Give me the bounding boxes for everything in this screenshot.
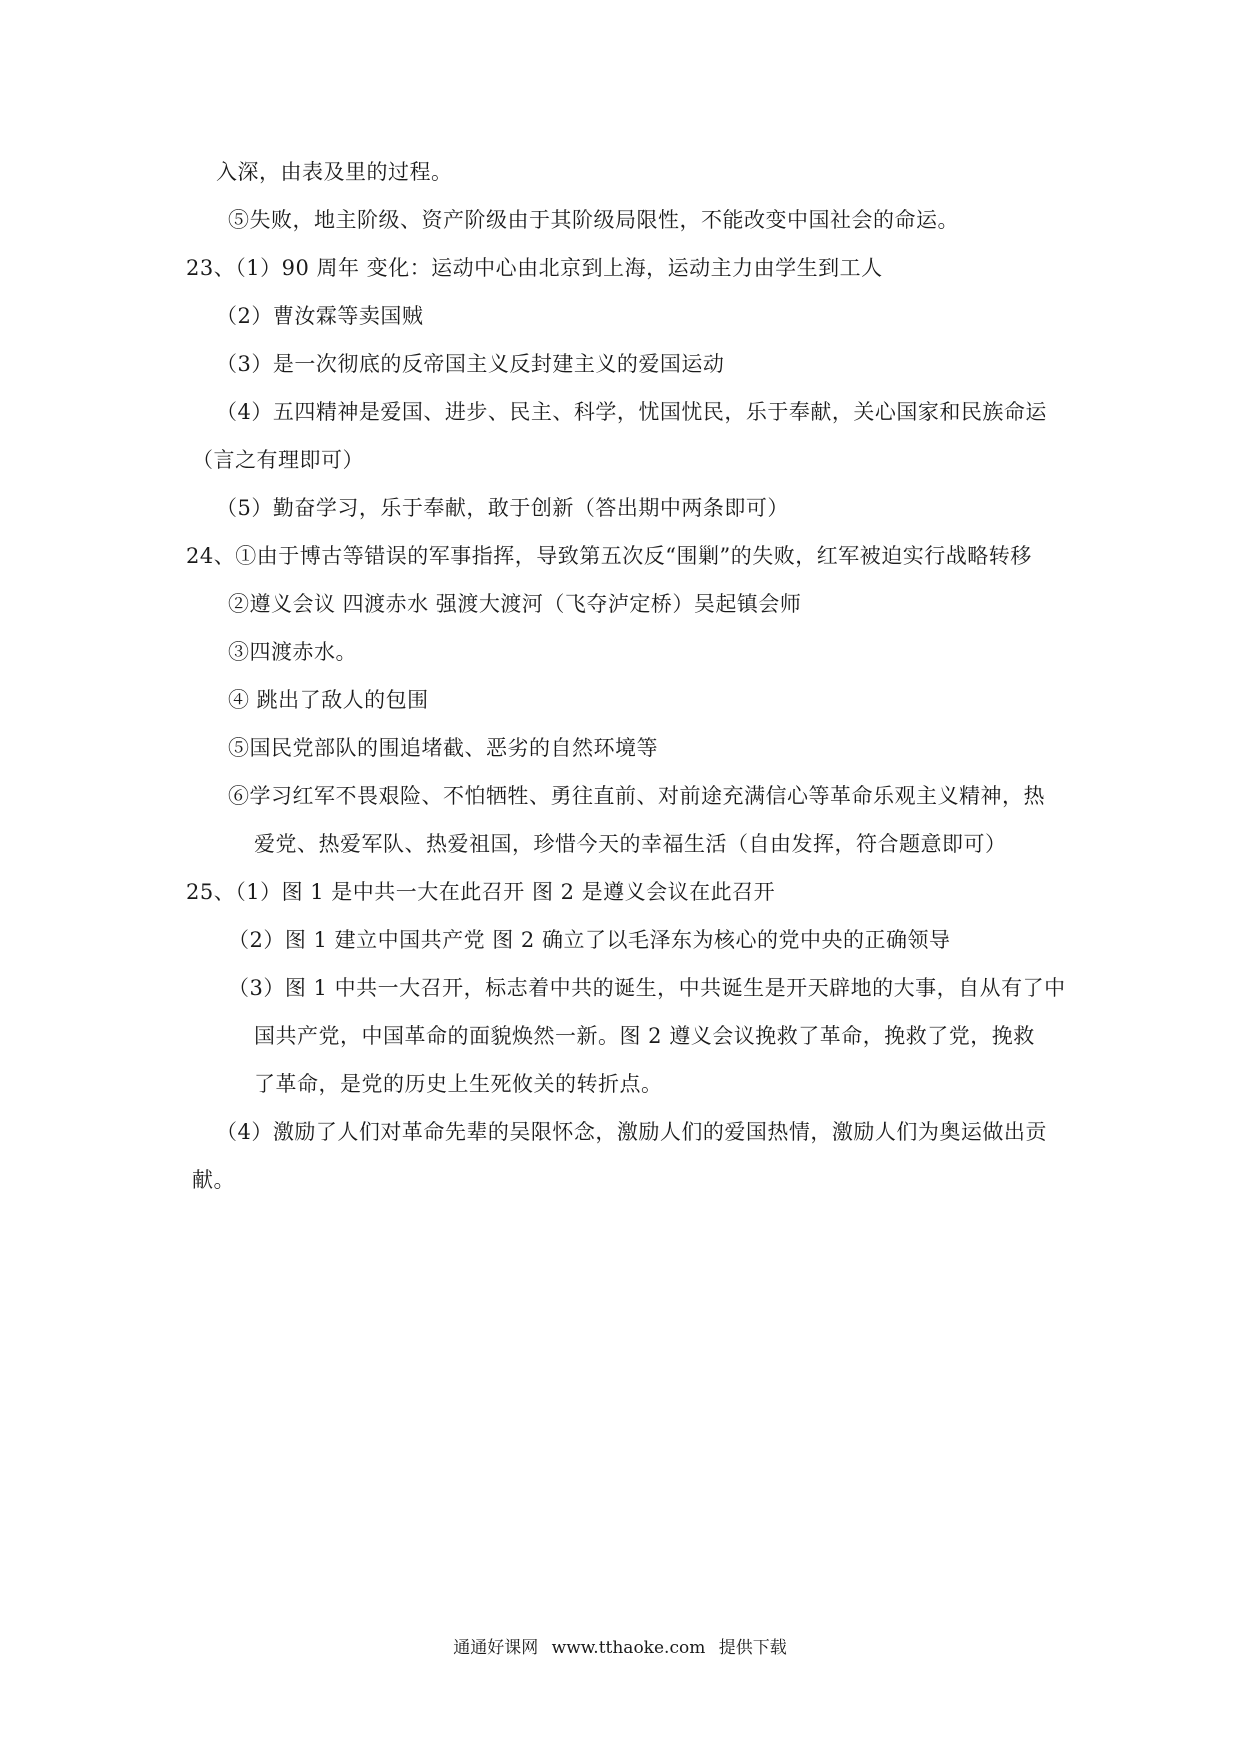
text-line: 入深，由表及里的过程。 [216, 160, 453, 184]
text-line: （4）五四精神是爱国、进步、民主、科学，忧国忧民，乐于奉献，关心国家和民族命运 [216, 400, 1047, 424]
footer-url-link[interactable]: www.tthaoke.com [551, 1638, 706, 1658]
text-line: （4）激励了人们对革命先辈的吴限怀念，激励人们的爱国热情，激励人们为奥运做出贡 [216, 1120, 1047, 1144]
text-line: 了革命，是党的历史上生死攸关的转折点。 [254, 1072, 663, 1096]
text-line: 献。 [192, 1168, 235, 1192]
text-line: ⑥学习红军不畏艰险、不怕牺牲、勇往直前、对前途充满信心等革命乐观主义精神，热 [228, 784, 1045, 808]
text-line: 国共产党，中国革命的面貌焕然一新。图 2 遵义会议挽救了革命，挽救了党，挽救 [254, 1024, 1035, 1048]
text-line: （3）图 1 中共一大召开，标志着中共的诞生，中共诞生是开天辟地的大事，自从有了中 [228, 976, 1066, 1000]
footer-suffix: 提供下载 [718, 1638, 787, 1658]
text-line: （言之有理即可） [192, 448, 364, 472]
text-line: （5）勤奋学习，乐于奉献，敢于创新（答出期中两条即可） [216, 496, 789, 520]
footer-site-name: 通通好课网 [453, 1638, 539, 1658]
page-footer [0, 1636, 1240, 1660]
text-line: ⑤国民党部队的围追堵截、恶劣的自然环境等 [228, 736, 658, 760]
text-line: （3）是一次彻底的反帝国主义反封建主义的爱国运动 [216, 352, 725, 376]
text-line: ④ 跳出了敌人的包围 [228, 688, 429, 712]
answer-24-heading: 24、①由于博古等错误的军事指挥，导致第五次反“围剿”的失败，红军被迫实行战略转移 [186, 544, 1032, 568]
text-line: （2）曹汝霖等卖国贼 [216, 304, 424, 328]
answer-25-heading: 25、（1）图 1 是中共一大在此召开 图 2 是遵义会议在此召开 [186, 880, 776, 904]
text-line: ②遵义会议 四渡赤水 强渡大渡河（飞夺泸定桥）吴起镇会师 [228, 592, 802, 616]
answer-23-heading: 23、（1）90 周年 变化：运动中心由北京到上海，运动主力由学生到工人 [186, 256, 883, 280]
text-line: 爱党、热爱军队、热爱祖国，珍惜今天的幸福生活（自由发挥，符合题意即可） [254, 832, 1007, 856]
text-line: ⑤失败，地主阶级、资产阶级由于其阶级局限性，不能改变中国社会的命运。 [228, 208, 959, 232]
text-line: ③四渡赤水。 [228, 640, 357, 664]
text-line: （2）图 1 建立中国共产党 图 2 确立了以毛泽东为核心的党中央的正确领导 [228, 928, 951, 952]
